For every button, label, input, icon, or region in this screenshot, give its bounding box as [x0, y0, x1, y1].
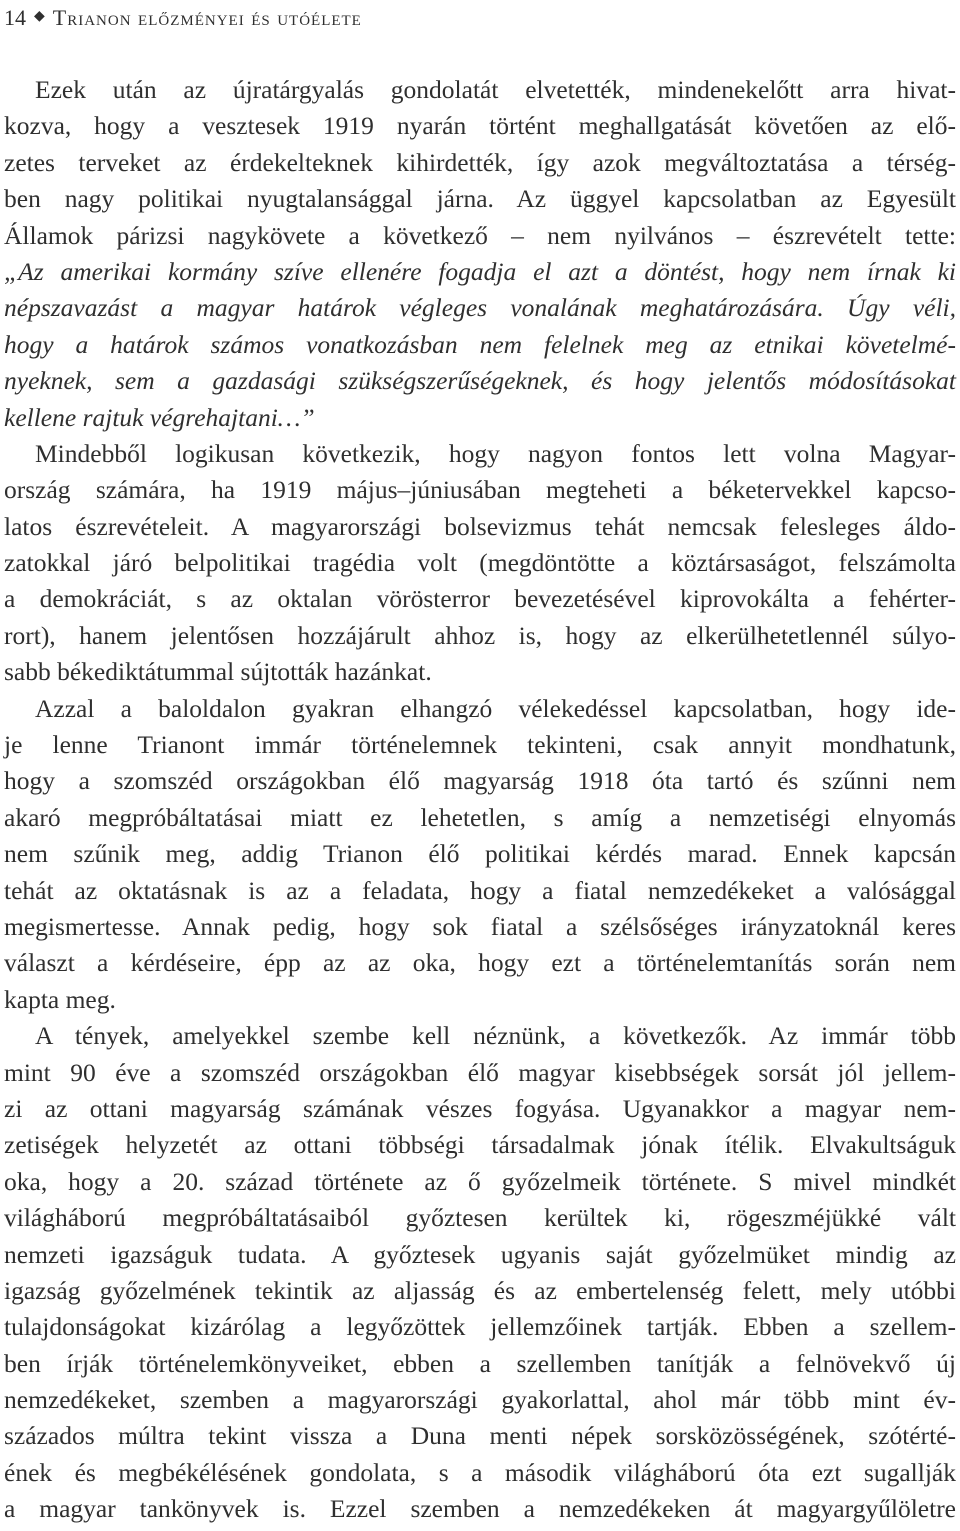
text-line	[4, 181, 956, 217]
text-line	[4, 982, 956, 1018]
text-segment: Azzal a baloldalon gyakran elhangzó vélekedéssel kapcsolatban, hogy ide-	[35, 693, 956, 723]
text-line	[4, 1055, 956, 1091]
text-segment: megismertesse. Annak pedig, hogy sok fiatal a szélsőséges irányzatoknál keres	[4, 911, 956, 941]
text-segment: választ a kérdéseire, épp az az oka, hogy ezt a történelemtanítás során nem	[4, 948, 956, 978]
text-segment: ben nagy politikai nyugtalansággal járna. Az üggyel kapcsolatban az Egyesült	[4, 184, 956, 214]
text-line	[4, 581, 956, 617]
text-line	[4, 654, 956, 690]
paragraph	[4, 72, 956, 436]
text-line	[4, 836, 956, 872]
quoted-italic-text: népszavazást a magyar határok végleges vonalának meghatározására. Úgy véli,	[4, 293, 956, 323]
text-line	[4, 1455, 956, 1491]
text-line	[4, 1164, 956, 1200]
text-segment: A tények, amelyekkel szembe kell néznünk, a következők. Az immár több	[35, 1021, 956, 1051]
page-number: 14	[4, 5, 26, 30]
quoted-italic-text: nyeknek, sem a gazdasági szükségszerűségeknek, és hogy jelentős módosításokat	[4, 366, 956, 396]
text-segment: kapta meg.	[4, 984, 116, 1014]
paragraph	[4, 1018, 956, 1527]
text-segment: zatokkal járó belpolitikai tragédia volt (megdöntötte a köztársaságot, felszámolta	[4, 548, 956, 578]
text-line	[4, 873, 956, 909]
body-text	[4, 72, 956, 1528]
text-segment: akaró megpróbáltatásai miatt ez lehetetlen, s amíg a nemzetiségi elnyomás	[4, 802, 956, 832]
text-line	[4, 509, 956, 545]
text-line	[4, 254, 956, 290]
text-line	[4, 800, 956, 836]
running-header	[4, 0, 956, 32]
paragraph	[4, 436, 956, 691]
text-segment: kozva, hogy a vesztesek 1919 nyarán történt meghallgatását követően az elő-	[4, 111, 956, 141]
text-line	[4, 909, 956, 945]
text-segment: sabb békediktátummal sújtották hazánkat.	[4, 657, 432, 687]
text-line	[4, 763, 956, 799]
text-segment: tulajdonságokat kizárólag a legyőzöttek jellemzőinek tartják. Ebben a szellem-	[4, 1312, 956, 1342]
text-segment: nemzeti igazságuk tudata. A győztesek ugyanis saját győzelmüket mindig az	[4, 1239, 956, 1269]
text-line	[4, 545, 956, 581]
text-line	[4, 327, 956, 363]
text-segment: ének és megbékélésének gondolata, s a második világháború óta ezt sugallják	[4, 1457, 956, 1487]
text-line	[4, 1491, 956, 1527]
text-segment: Államok párizsi nagykövete a következő – nem nyilvános – észrevételt tette:	[4, 220, 956, 250]
text-line	[4, 945, 956, 981]
text-segment: igazság győzelmének tekintik az aljasság és az embertelenség felett, mely utóbbi	[4, 1275, 956, 1305]
quoted-italic-text: „Az amerikai kormány szíve ellenére fogadja el azt a döntést, hogy nem írnak ki	[4, 256, 956, 286]
text-segment: a demokráciát, s az oktalan vörösterror bevezetésével kiprovokálta a fehérter-	[4, 584, 956, 614]
text-line	[4, 1237, 956, 1273]
text-line	[4, 691, 956, 727]
text-segment: tehát az oktatásnak is az a feladata, hogy a fiatal nemzedékeket a valósággal	[4, 875, 956, 905]
text-segment: mint 90 éve a szomszéd országokban élő magyar kisebbségek sorsát jól jellem-	[4, 1057, 956, 1087]
text-line	[4, 1091, 956, 1127]
text-line	[4, 218, 956, 254]
text-segment: oka, hogy a 20. század története az ő győzelmeik története. S mivel mindkét	[4, 1166, 956, 1196]
diamond-separator-icon: ◆	[34, 9, 45, 24]
text-segment: zi az ottani magyarság számának vészes fogyása. Ugyanakkor a magyar nem-	[4, 1093, 956, 1123]
text-segment: latos észrevételeit. A magyarországi bolsevizmus tehát nemcsak felesleges áldo-	[4, 511, 956, 541]
text-segment: ben írják történelemkönyveiket, ebben a szellemben tanítják a felnövekvő új	[4, 1348, 956, 1378]
text-line	[4, 618, 956, 654]
text-line	[4, 1346, 956, 1382]
text-line	[4, 400, 956, 436]
text-line	[4, 72, 956, 108]
text-segment: Ezek után az újratárgyalás gondolatát elvetették, mindenekelőtt arra hivat-	[35, 75, 956, 104]
text-line	[4, 1127, 956, 1163]
quoted-italic-text: kellene rajtuk végrehajtani…”	[4, 402, 315, 432]
text-line	[4, 1273, 956, 1309]
text-line	[4, 363, 956, 399]
text-line	[4, 108, 956, 144]
text-line	[4, 436, 956, 472]
text-line	[4, 290, 956, 326]
text-line	[4, 1309, 956, 1345]
text-line	[4, 1200, 956, 1236]
running-title: Trianon előzményei és utóélete	[52, 5, 362, 30]
text-segment: a magyar tankönyvek is. Ezzel szemben a nemzedékeken át magyargyűlöletre	[4, 1494, 956, 1524]
text-segment: világháború megpróbáltatásaiból győztesen kerültek ki, rögeszméjükké vált	[4, 1203, 956, 1233]
quoted-italic-text: hogy a határok számos vonatkozásban nem felelnek meg az etnikai követelmé-	[4, 329, 956, 359]
text-line	[4, 472, 956, 508]
text-segment: je lenne Trianont immár történelemnek tekinteni, csak annyit mondhatunk,	[4, 730, 956, 760]
text-segment: zetiségek helyzetét az ottani többségi társadalmak jónak ítélik. Elvakultságuk	[4, 1130, 956, 1160]
text-line	[4, 1018, 956, 1054]
text-line	[4, 1418, 956, 1454]
text-segment: nemzedékeket, szemben a magyarországi gyakorlattal, ahol már több mint év-	[4, 1385, 956, 1415]
paragraph	[4, 691, 956, 1019]
text-line	[4, 727, 956, 763]
text-segment: Mindebből logikusan következik, hogy nagyon fontos lett volna Magyar-	[35, 438, 956, 468]
text-segment: nem szűnik meg, addig Trianon élő politikai kérdés marad. Ennek kapcsán	[4, 839, 956, 869]
text-segment: ország számára, ha 1919 május–júniusában megteheti a béketervekkel kapcso-	[4, 475, 956, 505]
text-line	[4, 1382, 956, 1418]
text-line	[4, 145, 956, 181]
text-segment: százados múltra tekint vissza a Duna menti népek sorsközösségének, szótérté-	[4, 1421, 956, 1451]
text-segment: zetes terveket az érdekelteknek kihirdették, így azok megváltoztatása a térség-	[4, 147, 956, 177]
text-segment: hogy a szomszéd országokban élő magyarság 1918 óta tartó és szűnni nem	[4, 766, 956, 796]
text-segment: rort), hanem jelentősen hozzájárult ahhoz is, hogy az elkerülhetetlennél súlyo-	[4, 620, 956, 650]
